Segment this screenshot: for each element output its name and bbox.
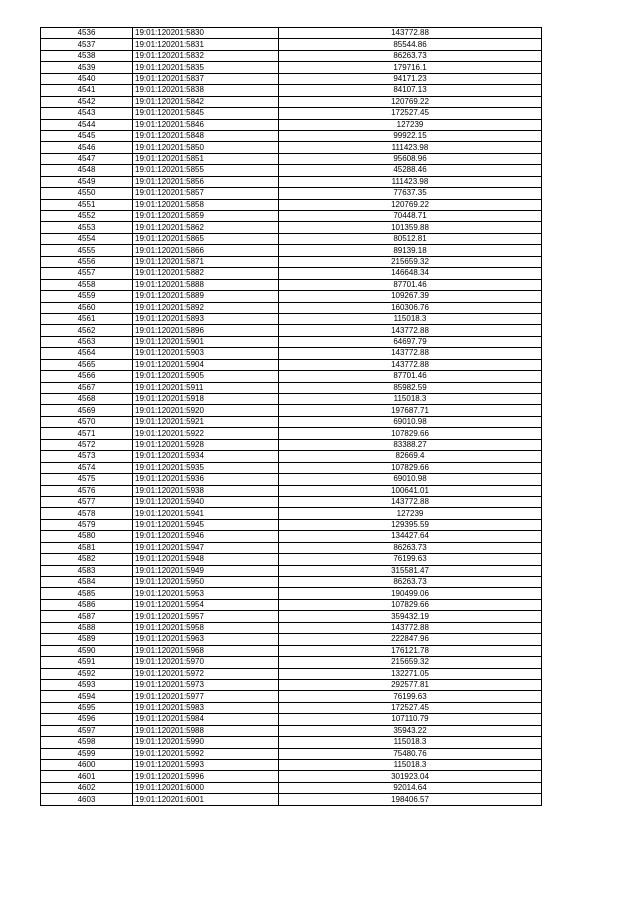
table-row — [41, 50, 542, 61]
row-number-cell: 4541 — [41, 85, 133, 96]
table-row — [41, 222, 542, 233]
table-row — [41, 496, 542, 507]
table-row — [41, 39, 542, 50]
cadastral-number-cell: 19:01:120201:5953 — [133, 588, 279, 599]
row-number-cell: 4585 — [41, 588, 133, 599]
value-cell: 143772.88 — [279, 359, 542, 370]
row-number-cell: 4542 — [41, 96, 133, 107]
cadastral-number-cell: 19:01:120201:5838 — [133, 85, 279, 96]
value-cell: 127239 — [279, 119, 542, 130]
value-cell: 172527.45 — [279, 702, 542, 713]
table-row — [41, 325, 542, 336]
value-cell: 94171.23 — [279, 73, 542, 84]
row-number-cell: 4601 — [41, 771, 133, 782]
row-number-cell: 4587 — [41, 611, 133, 622]
value-cell: 87701.46 — [279, 371, 542, 382]
value-cell: 85982.59 — [279, 382, 542, 393]
table-row — [41, 519, 542, 530]
row-number-cell: 4594 — [41, 691, 133, 702]
value-cell: 115018.3 — [279, 313, 542, 324]
row-number-cell: 4565 — [41, 359, 133, 370]
row-number-cell: 4591 — [41, 657, 133, 668]
value-cell: 84107.13 — [279, 85, 542, 96]
row-number-cell: 4560 — [41, 302, 133, 313]
value-cell: 143772.88 — [279, 622, 542, 633]
row-number-cell: 4556 — [41, 256, 133, 267]
table-row — [41, 405, 542, 416]
cadastral-number-cell: 19:01:120201:5947 — [133, 542, 279, 553]
data-table — [40, 27, 542, 806]
row-number-cell: 4562 — [41, 325, 133, 336]
table-row — [41, 645, 542, 656]
table-row — [41, 256, 542, 267]
value-cell: 115018.3 — [279, 394, 542, 405]
value-cell: 45288.46 — [279, 165, 542, 176]
table-row — [41, 416, 542, 427]
cadastral-number-cell: 19:01:120201:6001 — [133, 794, 279, 805]
value-cell: 86263.73 — [279, 577, 542, 588]
cadastral-number-cell: 19:01:120201:5851 — [133, 153, 279, 164]
table-row — [41, 485, 542, 496]
row-number-cell: 4547 — [41, 153, 133, 164]
row-number-cell: 4569 — [41, 405, 133, 416]
cadastral-number-cell: 19:01:120201:5957 — [133, 611, 279, 622]
table-row — [41, 62, 542, 73]
cadastral-number-cell: 19:01:120201:5842 — [133, 96, 279, 107]
table-row — [41, 634, 542, 645]
table-row — [41, 714, 542, 725]
row-number-cell: 4554 — [41, 233, 133, 244]
cadastral-number-cell: 19:01:120201:5888 — [133, 279, 279, 290]
row-number-cell: 4596 — [41, 714, 133, 725]
table-row — [41, 142, 542, 153]
cadastral-number-cell: 19:01:120201:5896 — [133, 325, 279, 336]
cadastral-number-cell: 19:01:120201:5973 — [133, 679, 279, 690]
row-number-cell: 4553 — [41, 222, 133, 233]
value-cell: 315581.47 — [279, 565, 542, 576]
value-cell: 87701.46 — [279, 279, 542, 290]
table-row — [41, 577, 542, 588]
table-row — [41, 748, 542, 759]
value-cell: 359432.19 — [279, 611, 542, 622]
value-cell: 109267.39 — [279, 291, 542, 302]
value-cell: 86263.73 — [279, 50, 542, 61]
row-number-cell: 4595 — [41, 702, 133, 713]
row-number-cell: 4599 — [41, 748, 133, 759]
value-cell: 115018.3 — [279, 760, 542, 771]
cadastral-number-cell: 19:01:120201:5990 — [133, 737, 279, 748]
value-cell: 120769.22 — [279, 96, 542, 107]
value-cell: 85544.86 — [279, 39, 542, 50]
value-cell: 172527.45 — [279, 108, 542, 119]
value-cell: 35943.22 — [279, 725, 542, 736]
cadastral-number-cell: 19:01:120201:5859 — [133, 211, 279, 222]
table-row — [41, 313, 542, 324]
cadastral-number-cell: 19:01:120201:5920 — [133, 405, 279, 416]
table-row — [41, 439, 542, 450]
value-cell: 143772.88 — [279, 325, 542, 336]
cadastral-number-cell: 19:01:120201:5831 — [133, 39, 279, 50]
cadastral-number-cell: 19:01:120201:5972 — [133, 668, 279, 679]
cadastral-number-cell: 19:01:120201:5855 — [133, 165, 279, 176]
row-number-cell: 4603 — [41, 794, 133, 805]
table-row — [41, 542, 542, 553]
table-row — [41, 291, 542, 302]
value-cell: 101359.88 — [279, 222, 542, 233]
table-row — [41, 371, 542, 382]
value-cell: 100641.01 — [279, 485, 542, 496]
cadastral-number-cell: 19:01:120201:5954 — [133, 599, 279, 610]
cadastral-number-cell: 19:01:120201:5837 — [133, 73, 279, 84]
row-number-cell: 4558 — [41, 279, 133, 290]
row-number-cell: 4579 — [41, 519, 133, 530]
cadastral-number-cell: 19:01:120201:5950 — [133, 577, 279, 588]
cadastral-number-cell: 19:01:120201:5988 — [133, 725, 279, 736]
table-row — [41, 679, 542, 690]
value-cell: 95608.96 — [279, 153, 542, 164]
cadastral-number-cell: 19:01:120201:5958 — [133, 622, 279, 633]
row-number-cell: 4592 — [41, 668, 133, 679]
row-number-cell: 4567 — [41, 382, 133, 393]
row-number-cell: 4598 — [41, 737, 133, 748]
table-row — [41, 28, 542, 39]
value-cell: 69010.98 — [279, 474, 542, 485]
table-row — [41, 588, 542, 599]
table-row — [41, 737, 542, 748]
row-number-cell: 4548 — [41, 165, 133, 176]
cadastral-number-cell: 19:01:120201:5934 — [133, 451, 279, 462]
value-cell: 76199.63 — [279, 691, 542, 702]
cadastral-number-cell: 19:01:120201:5983 — [133, 702, 279, 713]
table-row — [41, 702, 542, 713]
cadastral-number-cell: 19:01:120201:5922 — [133, 428, 279, 439]
cadastral-number-cell: 19:01:120201:5857 — [133, 188, 279, 199]
row-number-cell: 4551 — [41, 199, 133, 210]
value-cell: 82669.4 — [279, 451, 542, 462]
cadastral-number-cell: 19:01:120201:5970 — [133, 657, 279, 668]
table-row — [41, 691, 542, 702]
cadastral-number-cell: 19:01:120201:5865 — [133, 233, 279, 244]
table-row — [41, 73, 542, 84]
value-cell: 111423.98 — [279, 142, 542, 153]
row-number-cell: 4570 — [41, 416, 133, 427]
row-number-cell: 4574 — [41, 462, 133, 473]
table-row — [41, 428, 542, 439]
cadastral-number-cell: 19:01:120201:5850 — [133, 142, 279, 153]
cadastral-number-cell: 19:01:120201:5889 — [133, 291, 279, 302]
row-number-cell: 4577 — [41, 496, 133, 507]
row-number-cell: 4543 — [41, 108, 133, 119]
value-cell: 107829.66 — [279, 599, 542, 610]
cadastral-number-cell: 19:01:120201:5935 — [133, 462, 279, 473]
cadastral-number-cell: 19:01:120201:5936 — [133, 474, 279, 485]
cadastral-number-cell: 19:01:120201:5866 — [133, 245, 279, 256]
table-row — [41, 130, 542, 141]
value-cell: 176121.78 — [279, 645, 542, 656]
table-row — [41, 508, 542, 519]
row-number-cell: 4584 — [41, 577, 133, 588]
row-number-cell: 4552 — [41, 211, 133, 222]
cadastral-number-cell: 19:01:120201:5903 — [133, 348, 279, 359]
cadastral-number-cell: 19:01:120201:5941 — [133, 508, 279, 519]
table-row — [41, 462, 542, 473]
cadastral-number-cell: 19:01:120201:5830 — [133, 28, 279, 39]
row-number-cell: 4602 — [41, 782, 133, 793]
value-cell: 143772.88 — [279, 28, 542, 39]
row-number-cell: 4537 — [41, 39, 133, 50]
value-cell: 83388.27 — [279, 439, 542, 450]
cadastral-number-cell: 19:01:120201:5918 — [133, 394, 279, 405]
table-row — [41, 188, 542, 199]
table-row — [41, 565, 542, 576]
value-cell: 301923.04 — [279, 771, 542, 782]
row-number-cell: 4590 — [41, 645, 133, 656]
table-row — [41, 348, 542, 359]
cadastral-number-cell: 19:01:120201:5858 — [133, 199, 279, 210]
value-cell: 120769.22 — [279, 199, 542, 210]
row-number-cell: 4550 — [41, 188, 133, 199]
cadastral-number-cell: 19:01:120201:5921 — [133, 416, 279, 427]
table-row — [41, 382, 542, 393]
value-cell: 107829.66 — [279, 428, 542, 439]
row-number-cell: 4575 — [41, 474, 133, 485]
table-row — [41, 474, 542, 485]
table-row — [41, 554, 542, 565]
row-number-cell: 4581 — [41, 542, 133, 553]
row-number-cell: 4571 — [41, 428, 133, 439]
value-cell: 77637.35 — [279, 188, 542, 199]
cadastral-number-cell: 19:01:120201:5949 — [133, 565, 279, 576]
value-cell: 86263.73 — [279, 542, 542, 553]
cadastral-number-cell: 19:01:120201:5938 — [133, 485, 279, 496]
table-row — [41, 451, 542, 462]
value-cell: 190499.06 — [279, 588, 542, 599]
row-number-cell: 4582 — [41, 554, 133, 565]
value-cell: 198406.57 — [279, 794, 542, 805]
cadastral-number-cell: 19:01:120201:5977 — [133, 691, 279, 702]
value-cell: 111423.98 — [279, 176, 542, 187]
value-cell: 127239 — [279, 508, 542, 519]
value-cell: 64697.79 — [279, 336, 542, 347]
table-row — [41, 336, 542, 347]
row-number-cell: 4578 — [41, 508, 133, 519]
cadastral-number-cell: 19:01:120201:5862 — [133, 222, 279, 233]
table-row — [41, 668, 542, 679]
cadastral-number-cell: 19:01:120201:5882 — [133, 268, 279, 279]
table-row — [41, 599, 542, 610]
value-cell: 89139.18 — [279, 245, 542, 256]
value-cell: 215659.32 — [279, 256, 542, 267]
value-cell: 134427.64 — [279, 531, 542, 542]
table-row — [41, 771, 542, 782]
row-number-cell: 4568 — [41, 394, 133, 405]
value-cell: 143772.88 — [279, 348, 542, 359]
table-row — [41, 108, 542, 119]
row-number-cell: 4566 — [41, 371, 133, 382]
value-cell: 99922.15 — [279, 130, 542, 141]
value-cell: 80512.81 — [279, 233, 542, 244]
cadastral-number-cell: 19:01:120201:5901 — [133, 336, 279, 347]
cadastral-number-cell: 19:01:120201:5940 — [133, 496, 279, 507]
table-row — [41, 211, 542, 222]
cadastral-number-cell: 19:01:120201:5968 — [133, 645, 279, 656]
cadastral-number-cell: 19:01:120201:5905 — [133, 371, 279, 382]
cadastral-number-cell: 19:01:120201:5871 — [133, 256, 279, 267]
cadastral-number-cell: 19:01:120201:6000 — [133, 782, 279, 793]
row-number-cell: 4586 — [41, 599, 133, 610]
row-number-cell: 4573 — [41, 451, 133, 462]
value-cell: 75480.76 — [279, 748, 542, 759]
value-cell: 115018.3 — [279, 737, 542, 748]
value-cell: 143772.88 — [279, 496, 542, 507]
cadastral-number-cell: 19:01:120201:5848 — [133, 130, 279, 141]
table-row — [41, 782, 542, 793]
table-row — [41, 153, 542, 164]
row-number-cell: 4561 — [41, 313, 133, 324]
table-row — [41, 199, 542, 210]
cadastral-number-cell: 19:01:120201:5893 — [133, 313, 279, 324]
cadastral-number-cell: 19:01:120201:5984 — [133, 714, 279, 725]
row-number-cell: 4600 — [41, 760, 133, 771]
table-row — [41, 760, 542, 771]
value-cell: 292577.81 — [279, 679, 542, 690]
table-row — [41, 96, 542, 107]
cadastral-number-cell: 19:01:120201:5996 — [133, 771, 279, 782]
table-row — [41, 622, 542, 633]
cadastral-number-cell: 19:01:120201:5832 — [133, 50, 279, 61]
row-number-cell: 4538 — [41, 50, 133, 61]
cadastral-number-cell: 19:01:120201:5904 — [133, 359, 279, 370]
value-cell: 76199.63 — [279, 554, 542, 565]
table-row — [41, 611, 542, 622]
table-row — [41, 531, 542, 542]
cadastral-number-cell: 19:01:120201:5911 — [133, 382, 279, 393]
row-number-cell: 4572 — [41, 439, 133, 450]
cadastral-number-cell: 19:01:120201:5846 — [133, 119, 279, 130]
table-row — [41, 119, 542, 130]
cadastral-number-cell: 19:01:120201:5928 — [133, 439, 279, 450]
cadastral-number-cell: 19:01:120201:5945 — [133, 519, 279, 530]
row-number-cell: 4539 — [41, 62, 133, 73]
row-number-cell: 4580 — [41, 531, 133, 542]
value-cell: 179716.1 — [279, 62, 542, 73]
cadastral-number-cell: 19:01:120201:5992 — [133, 748, 279, 759]
cadastral-number-cell: 19:01:120201:5845 — [133, 108, 279, 119]
row-number-cell: 4549 — [41, 176, 133, 187]
table-row — [41, 176, 542, 187]
table-row — [41, 268, 542, 279]
row-number-cell: 4593 — [41, 679, 133, 690]
table-row — [41, 394, 542, 405]
table-row — [41, 279, 542, 290]
cadastral-number-cell: 19:01:120201:5948 — [133, 554, 279, 565]
table-row — [41, 359, 542, 370]
row-number-cell: 4545 — [41, 130, 133, 141]
value-cell: 129395.59 — [279, 519, 542, 530]
row-number-cell: 4557 — [41, 268, 133, 279]
value-cell: 160306.76 — [279, 302, 542, 313]
row-number-cell: 4563 — [41, 336, 133, 347]
table-row — [41, 165, 542, 176]
row-number-cell: 4597 — [41, 725, 133, 736]
row-number-cell: 4536 — [41, 28, 133, 39]
row-number-cell: 4576 — [41, 485, 133, 496]
cadastral-number-cell: 19:01:120201:5856 — [133, 176, 279, 187]
cadastral-number-cell: 19:01:120201:5892 — [133, 302, 279, 313]
row-number-cell: 4546 — [41, 142, 133, 153]
row-number-cell: 4544 — [41, 119, 133, 130]
table-row — [41, 245, 542, 256]
table-body — [41, 28, 542, 806]
row-number-cell: 4589 — [41, 634, 133, 645]
table-row — [41, 233, 542, 244]
cadastral-number-cell: 19:01:120201:5963 — [133, 634, 279, 645]
cadastral-number-cell: 19:01:120201:5946 — [133, 531, 279, 542]
value-cell: 215659.32 — [279, 657, 542, 668]
table-row — [41, 657, 542, 668]
value-cell: 132271.05 — [279, 668, 542, 679]
value-cell: 92014.64 — [279, 782, 542, 793]
table-row — [41, 302, 542, 313]
table-row — [41, 794, 542, 805]
value-cell: 146648.34 — [279, 268, 542, 279]
row-number-cell: 4540 — [41, 73, 133, 84]
row-number-cell: 4564 — [41, 348, 133, 359]
value-cell: 70448.71 — [279, 211, 542, 222]
cadastral-number-cell: 19:01:120201:5993 — [133, 760, 279, 771]
row-number-cell: 4583 — [41, 565, 133, 576]
row-number-cell: 4555 — [41, 245, 133, 256]
value-cell: 107829.66 — [279, 462, 542, 473]
row-number-cell: 4559 — [41, 291, 133, 302]
cadastral-number-cell: 19:01:120201:5835 — [133, 62, 279, 73]
value-cell: 107110.79 — [279, 714, 542, 725]
table-row — [41, 725, 542, 736]
value-cell: 69010.98 — [279, 416, 542, 427]
table-row — [41, 85, 542, 96]
value-cell: 197687.71 — [279, 405, 542, 416]
row-number-cell: 4588 — [41, 622, 133, 633]
value-cell: 222847.96 — [279, 634, 542, 645]
